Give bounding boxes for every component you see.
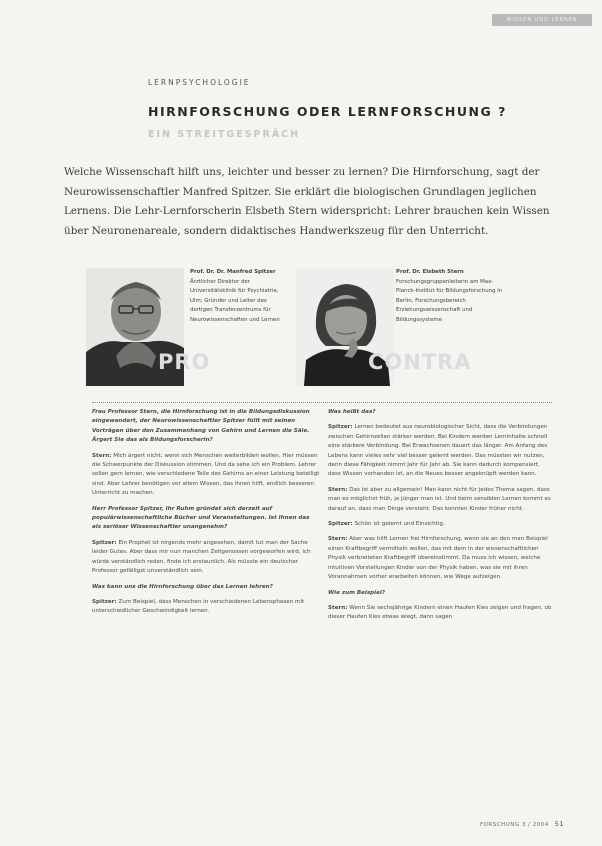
stern-bio-text: Forschungsgruppenleiterin am Max-Planck-Institut für Bildungsforschung in Berlin, Forschungsbereich Erziehungswissenschaft und Bildungssysteme — [396, 278, 503, 323]
answer-text: Aber was hilft Lernen frei Hirnforschung, wenn sie an den man Beispiel einen Kraftbegriff vermitteln wollen, das mit dem in der wissenschaftlichen Physik verbreiteten Kraftbegriff übereinstimmt. Da muss ich wissen, welche intuitiven Vorstellungen Kinder von der Physik haben, was sie mit ihren Vorannahmen vorher erarbeiten können, wie Wege aufzeigen. — [328, 536, 548, 581]
speaker: Spitzer: — [328, 424, 353, 431]
answer-text: Schön ist gelernt und Einsichtig. — [354, 521, 445, 528]
answer-text: Mich ärgert nicht, wenn sich Menschen weiterbilden wollen. Hier müssen die Schwerpunkte der Diskussion stimmen. Und da sehe ich ein Problem. Lehrer sollen gern lernen, wie verschiedene Teile des Gehirns an einer Leistung beteiligt sind. Aber Lehrer benötigen vor allem Wissen, das ihnen hilft, endlich besseren Unterricht zu machen. — [92, 452, 320, 497]
article-subtitle: EIN STREITGESPRÄCH — [148, 129, 301, 140]
answer — [328, 535, 552, 582]
answer — [92, 539, 320, 577]
question: Was kann uns die Hirnforschung über das Lernen lehren? — [92, 583, 273, 590]
question: Wie zum Beispiel? — [328, 589, 386, 596]
answer — [328, 604, 552, 623]
section-tag: WISSEN UND LERNEN — [492, 14, 592, 26]
divider-rule — [92, 402, 552, 403]
spitzer-bio-text: Ärztlicher Direktor der Universitätsklinik für Psychiatrie, Ulm; Gründer und Leiter des dortigen Transferzentrums für Neurowissenschaften und Lernen — [190, 278, 280, 323]
spitzer-name: Prof. Dr. Dr. Manfred Spitzer — [190, 269, 276, 275]
answer — [328, 423, 552, 479]
speaker: Stern: — [328, 604, 348, 611]
answer — [92, 452, 320, 499]
speaker: Spitzer: — [92, 539, 117, 546]
question: Was heißt das? — [328, 409, 376, 415]
left-column — [92, 408, 320, 623]
answer-text: Wenn Sie sechsjährige Kindern einen Haufen Kies zeigen und fragen, ob dieser Haufen Kies etwas wiegt, dann sagen — [328, 604, 552, 621]
pro-label: PRO — [158, 350, 211, 374]
speaker: Spitzer: — [92, 598, 117, 605]
page-number: 51 — [554, 820, 564, 828]
kicker: LERNPSYCHOLOGIE — [148, 78, 251, 87]
answer-text: Ein Prophet ist nirgends mehr angesehen, damit tut man der Sache leider Gutes. Aber dass mir nun manchen Zeitgenossen vorgeworfen wird, ich würde verständlich reden, finde ich erstaunlich. Als müsste ein deutscher Professor gefälligst unverständlich sein. — [92, 539, 311, 575]
speaker: Spitzer: — [328, 521, 353, 528]
speaker: Stern: — [328, 536, 348, 543]
answer-text: Zum Beispiel, dass Menschen in verschiedenen Lebensphasen mit unterschiedlicher Geschwindigkeit lernen. — [92, 598, 305, 615]
lead-paragraph: Welche Wissenschaft hilft uns, leichter und besser zu lernen? Die Hirnforschung, sagt der Neurowissenschaftler Manfred Spitzer. Sie erklärt die biologischen Grundlagen jeglichen Lernens. Die Lehr-Lernforscherin Elsbeth Stern widerspricht: Lehrer brauchen kein Wissen über Neuronenareale, sondern didaktisches Handwerkszeug für den Unterricht. — [64, 166, 550, 237]
speaker: Stern: — [328, 486, 348, 493]
question: Herr Professor Spitzer, Ihr Ruhm gründet sich derzeit auf populärwissenschaftliche Bücher und Veranstaltungen. Ist Ihnen das als seriöser Wissenschaftler unangenehm? — [92, 505, 310, 531]
journal-issue: FORSCHUNG 3 / 2004 — [479, 822, 549, 828]
article-title: HIRNFORSCHUNG ODER LERNFORSCHUNG ? — [148, 104, 507, 119]
stern-name: Prof. Dr. Elsbeth Stern — [396, 269, 464, 275]
answer — [328, 520, 552, 529]
right-column — [328, 408, 552, 629]
spitzer-bio — [190, 268, 288, 326]
answer — [92, 598, 320, 617]
answer-text: Lernen bedeutet aus neurobiologischer Sicht, dass die Verbindungen zwischen Gehirnzellen stärker werden. Bei Kindern werden Lerninhalte schnell eine stärkere Verbindung. Bei Erwachsenen dauert das länger. Am Anfang des Lebens kann vieles sehr viel besser gelernt werden. Das müssten wir nutzen, denn diese Fähigkeit nimmt Jahr für Jahr ab. Sie kann dadurch kompensiert, dass Wissen vorhanden ist, an die Neues besser angeknüpft werden kann. — [328, 424, 548, 478]
speaker: Stern: — [92, 452, 112, 459]
answer-text: Das ist aber zu allgemein! Man kann nicht für jedes Thema sagen, dass man es möglichst früh, je jünger man ist. Und beim sensiblen Lernen kommt es darauf an, dass man Dinge versteht. Das konnten Kinder früher nicht. — [328, 486, 551, 512]
stern-bio — [396, 268, 508, 326]
question: Frau Professor Stern, die Hirnforschung ist in die Bildungsdiskussion eingewandert, der Neurowissenschaftler Spitzer füllt mit seinen Vorträgen über den Zusammenhang von Gehirn und Lernen die Säle. Ärgert Sie das als Bildungsforscherin? — [92, 409, 310, 444]
page-footer — [480, 820, 564, 828]
answer — [328, 486, 552, 514]
contra-label: CONTRA — [368, 350, 472, 374]
